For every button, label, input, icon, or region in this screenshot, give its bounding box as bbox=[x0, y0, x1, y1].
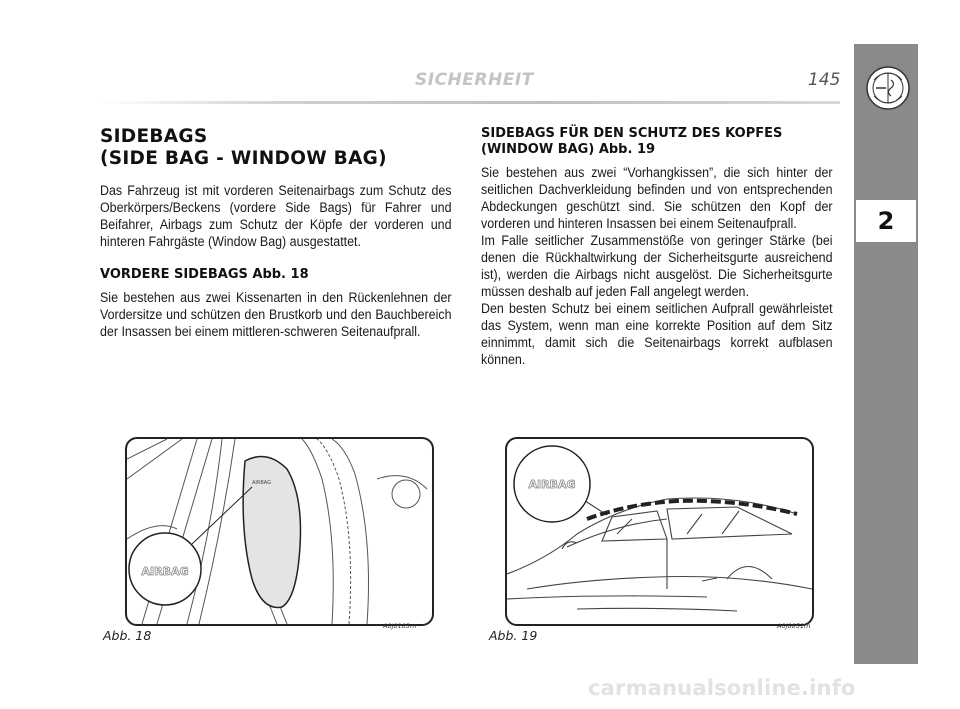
window-bag-heading bbox=[481, 126, 833, 158]
page-number: 145 bbox=[808, 70, 841, 90]
header-divider bbox=[100, 101, 840, 104]
front-sidebags-heading: VORDERE SIDEBAGS Abb. 18 bbox=[100, 267, 309, 282]
figure-19 bbox=[505, 437, 814, 626]
chapter-tab[interactable]: 2 bbox=[856, 197, 916, 245]
chapter-sidebar bbox=[854, 44, 918, 664]
page-heading bbox=[100, 126, 452, 170]
section-title: SICHERHEIT bbox=[415, 70, 534, 90]
right-column bbox=[481, 126, 833, 368]
page-heading-line2: (SIDE BAG - WINDOW BAG) bbox=[100, 148, 387, 169]
window-bag-paragraph-1: Sie bestehen aus zwei “Vorhangkissen”, die sich hinter der seitlichen Dachverkleidung befinden und von entsprechenden Abdeckungen geschützt sind. Sie schützen den Kopf der vorderen und hinteren Insassen bei einem Seitenaufprall. bbox=[481, 165, 833, 231]
window-bag-heading-line1: SIDEBAGS FÜR DEN SCHUTZ DES KOPFES bbox=[481, 126, 783, 141]
airbag-badge-label: AIRBAG bbox=[141, 565, 189, 578]
car-window-airbag-illustration bbox=[507, 439, 812, 624]
watermark: carmanualsonline.info bbox=[588, 676, 856, 700]
figure-19-caption: Abb. 19 bbox=[489, 628, 538, 643]
window-bag-heading-line2: (WINDOW BAG) Abb. 19 bbox=[481, 142, 656, 157]
figure-18-caption: Abb. 18 bbox=[103, 628, 152, 643]
figure-18-code: A0J0103m bbox=[383, 622, 417, 630]
brand-logo-icon bbox=[866, 66, 910, 110]
left-column bbox=[100, 126, 452, 340]
svg-text:AIRBAG: AIRBAG bbox=[252, 480, 272, 486]
seat-airbag-illustration bbox=[127, 439, 432, 624]
window-bag-paragraph-3: Den besten Schutz bei einem seitlichen Aufprall gewährleistet das System, wenn man eine korrekte Position auf dem Sitz einnimmt, damit sich die Seitenairbags korrekt aufblasen können. bbox=[481, 301, 833, 367]
window-bag-paragraph-2: Im Falle seitlicher Zusammenstöße von geringer Stärke (bei denen die Rückhaltwirkung der Sicherheitsgurte ausreichend ist), werden die Airbags nicht ausgelöst. Die Sicherheitsgurte müssen deshalb auf jeden Fall angelegt werden. bbox=[481, 233, 833, 299]
front-sidebags-paragraph: Sie bestehen aus zwei Kissenarten in den Rückenlehnen der Vordersitze und schützen den Brustkorb und den Bauchbereich der Insassen bei einem mittleren-schweren Seitenaufprall. bbox=[100, 290, 452, 339]
airbag-badge-label: AIRBAG bbox=[528, 478, 576, 491]
intro-paragraph: Das Fahrzeug ist mit vorderen Seitenairbags zum Schutz des Oberkörpers/Beckens (vordere Side Bags) für Fahrer und Beifahrer, Airbags zum Schutz der Köpfe der vorderen und hinteren Fahrgäste (Window Bag) ausgestattet. bbox=[100, 183, 452, 249]
page-heading-line1: SIDEBAGS bbox=[100, 126, 208, 147]
figure-19-code: A0J0051m bbox=[777, 622, 811, 630]
figure-18 bbox=[125, 437, 434, 626]
